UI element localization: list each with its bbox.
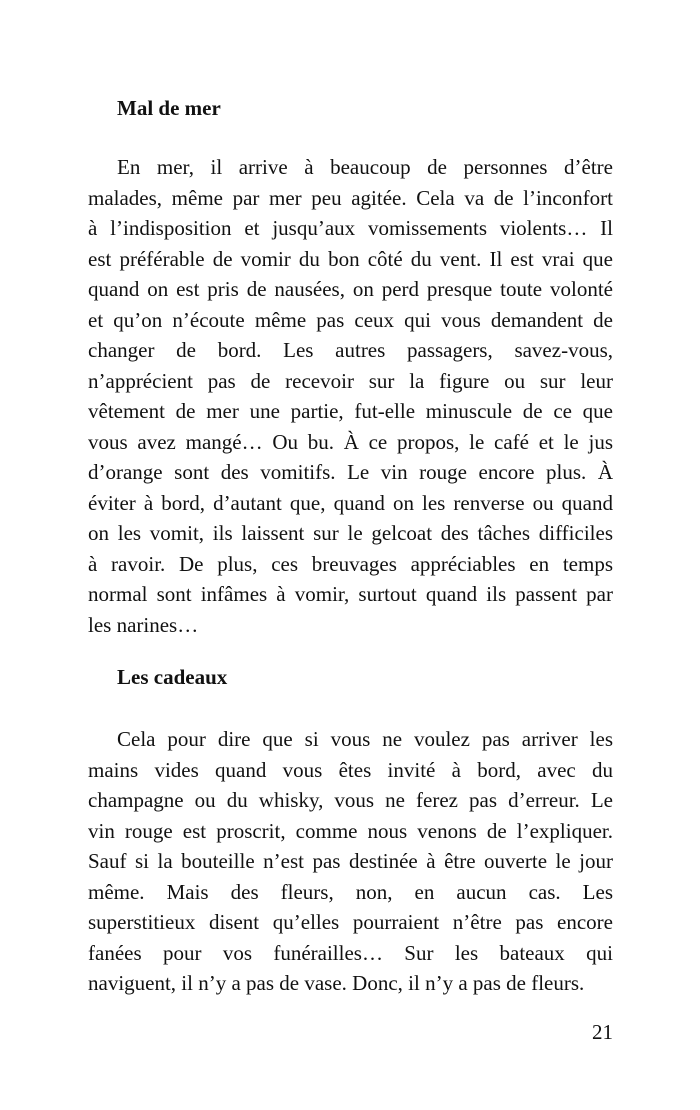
text-line: même. Mais des fleurs, non, en aucun cas. Les — [88, 879, 613, 904]
text-line: n’apprécient pas de recevoir sur la figure ou sur leur — [88, 368, 613, 393]
text-line: normal sont infâmes à vomir, surtout quand ils passent par — [88, 582, 613, 606]
text-line: superstitieux disent qu’elles pourraient n’être pas encore — [88, 910, 613, 934]
text-line: et qu’on n’écoute même pas ceux qui vous demandent de — [88, 307, 613, 332]
text-line: Cela pour dire que si vous ne voulez pas arriver les — [117, 727, 613, 751]
text-line: mains vides quand vous êtes invité à bord, avec du — [88, 757, 613, 782]
paragraph-mal-de-mer — [88, 152, 613, 640]
text-line: changer de bord. Les autres passagers, savez-vous, — [88, 338, 613, 362]
book-page — [88, 0, 613, 1110]
paragraph-les-cadeaux — [88, 724, 613, 999]
text-line: les narines… — [88, 612, 199, 637]
text-line: vin rouge est proscrit, comme nous venons de l’expliquer. — [88, 818, 613, 843]
text-line: éviter à bord, d’autant que, quand on les renverse ou quand — [88, 490, 613, 515]
page-number: 21 — [592, 1020, 613, 1044]
text-line: est préférable de vomir du bon côté du vent. Il est vrai que — [88, 246, 613, 271]
text-line: d’orange sont des vomitifs. Le vin rouge encore plus. À — [88, 460, 613, 484]
text-line: vêtement de mer une partie, fut-elle minuscule de ce que — [88, 399, 613, 423]
text-line: vous avez mangé… Ou bu. À ce propos, le café et le jus — [88, 429, 613, 454]
text-line: En mer, il arrive à beaucoup de personnes d’être — [117, 155, 613, 179]
text-line: Sauf si la bouteille n’est pas destinée à être ouverte le jour — [88, 849, 613, 873]
text-line: quand on est pris de nausées, on perd presque toute volonté — [88, 277, 613, 301]
text-line: champagne ou du whisky, vous ne ferez pas d’erreur. Le — [88, 788, 613, 812]
section-heading-mal-de-mer: Mal de mer — [117, 96, 221, 120]
text-line: fanées pour vos funérailles… Sur les bateaux qui — [88, 940, 613, 965]
section-heading-les-cadeaux: Les cadeaux — [117, 665, 228, 689]
text-line: naviguent, il n’y a pas de vase. Donc, il n’y a pas de fleurs. — [88, 971, 585, 995]
text-line: malades, même par mer peu agitée. Cela va de l’inconfort — [88, 185, 613, 210]
text-line: à l’indisposition et jusqu’aux vomissements violents… Il — [88, 216, 613, 240]
text-line: à ravoir. De plus, ces breuvages appréciables en temps — [88, 551, 613, 576]
text-line: on les vomit, ils laissent sur le gelcoat des tâches difficiles — [88, 521, 613, 545]
